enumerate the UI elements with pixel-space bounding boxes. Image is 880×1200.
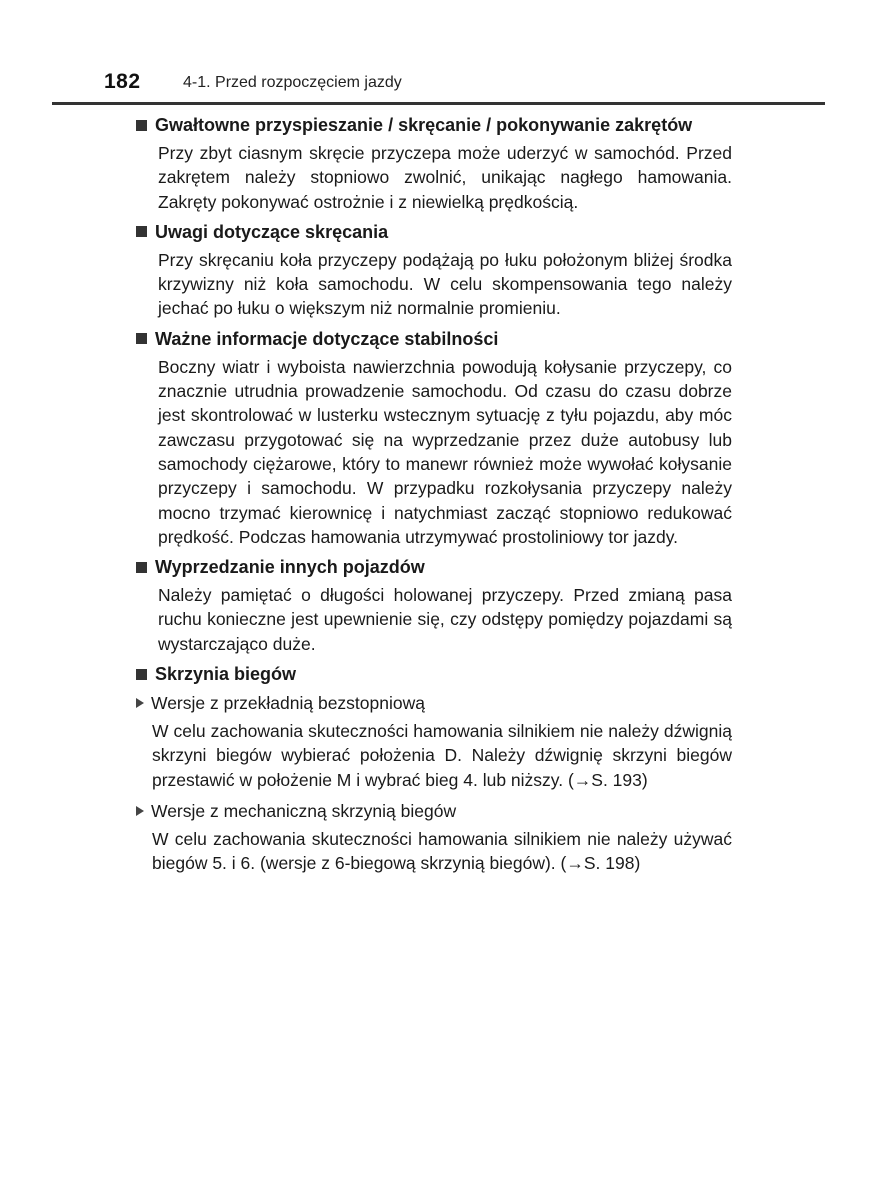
section-paragraph: Boczny wiatr i wyboista nawierzchnia powodują kołysanie przyczepy, co znacznie utrudnia prowadzenie samochodu. Od czasu do czasu dobrze jest skontrolować w lusterku wstecznym sytuację z tyłu pojazdu, aby móc zawczasu przygotować się na wyprzedzanie przez duże autobusy lub samochody ciężarowe, który to manewr również może wywołać kołysanie przyczepy i samochodu. W przypadku rozkołysania przyczepy należy mocno trzymać kierownicę i natychmiast zacząć stopniowo redukować prędkość. Podczas hamowania utrzymywać prostoliniowy tor jazdy. bbox=[158, 356, 732, 547]
section-heading-text: Ważne informacje dotyczące stabilności bbox=[155, 328, 499, 349]
section-heading-text: Wyprzedzanie innych pojazdów bbox=[155, 557, 425, 578]
square-bullet-icon bbox=[136, 562, 147, 573]
subsection-label bbox=[136, 690, 732, 716]
chapter-title: 4-1. Przed rozpoczęciem jazdy bbox=[183, 74, 402, 91]
subsection-label-text: Wersje z przekładnią bezstopniową bbox=[151, 693, 425, 714]
section-paragraph: Należy pamiętać o długości holowanej przyczepy. Przed zmianą pasa ruchu konieczne jest upewnienie się, czy odstępy pomiędzy pojazdami są wystarczająco duże. bbox=[158, 585, 732, 654]
page-content bbox=[136, 112, 732, 882]
section-heading bbox=[136, 326, 732, 352]
page-header bbox=[52, 66, 825, 105]
square-bullet-icon bbox=[136, 669, 147, 680]
section-paragraph: Przy skręcaniu koła przyczepy podążają po łuku położonym bliżej środka krzywizny niż koła samochodu. W celu skompensowania tego należy jechać po łuku o większym niż normalnie promieniu. bbox=[158, 249, 732, 319]
section-heading-text: Gwałtowne przyspieszanie / skręcanie / pokonywanie zakrętów bbox=[155, 115, 693, 135]
triangle-bullet-icon bbox=[136, 698, 144, 708]
section-heading bbox=[136, 112, 732, 138]
section-paragraph: Przy zbyt ciasnym skręcie przyczepa może uderzyć w samochód. Przed zakrętem należy stopniowo zwolnić, unikając nagłego hamowania. Zakręty pokonywać ostrożnie i z niewielką prędkością. bbox=[158, 143, 732, 212]
square-bullet-icon bbox=[136, 120, 147, 131]
square-bullet-icon bbox=[136, 226, 147, 237]
square-bullet-icon bbox=[136, 333, 147, 344]
section-heading bbox=[136, 219, 732, 245]
section-heading bbox=[136, 554, 732, 580]
section-heading bbox=[136, 661, 732, 687]
section-heading-text: Uwagi dotyczące skręcania bbox=[155, 221, 389, 242]
subsection-label bbox=[136, 798, 732, 824]
subsection-paragraph: W celu zachowania skuteczności hamowania silnikiem nie należy dźwignią skrzyni biegów wybierać położenia D. Należy dźwignię skrzyni biegów przestawić w położenie M i wybrać bieg 4. lub niższy. (→S. 193) bbox=[152, 721, 732, 790]
triangle-bullet-icon bbox=[136, 806, 144, 816]
subsection-paragraph: W celu zachowania skuteczności hamowania silnikiem nie należy używać biegów 5. i 6. (wersje z 6-biegową skrzynią biegów). (→S. 198) bbox=[152, 828, 732, 874]
section-heading-text: Skrzynia biegów bbox=[155, 664, 297, 685]
subsection-label-text: Wersje z mechaniczną skrzynią biegów bbox=[151, 800, 457, 821]
page-number: 182 bbox=[104, 70, 141, 93]
